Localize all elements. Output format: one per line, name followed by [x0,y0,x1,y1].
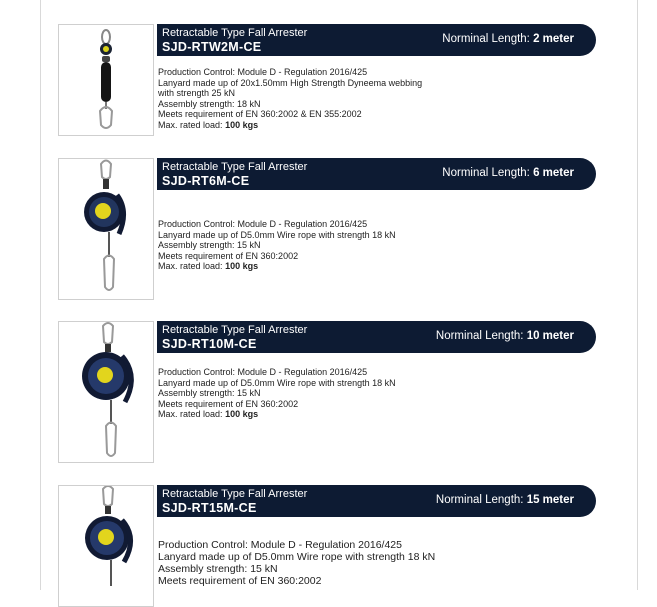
spec-line: Meets requirement of EN 360:2002 [158,250,299,261]
nominal-length-label: Norminal Length: [442,33,530,45]
product-code: SJD-RT15M-CE [162,501,257,515]
max-load-value: 100 kgs [225,119,259,130]
product-title-banner [157,485,596,517]
nominal-length [442,167,574,179]
product-image-wire-arrester-10m [58,321,154,463]
product-specs [158,219,396,272]
spec-line: Lanyard made up of D5.0mm Wire rope with strength 18 kN [158,377,396,388]
spec-line: Lanyard made up of D5.0mm Wire rope with strength 18 kN [158,229,396,240]
spec-line: Assembly strength: 15 kN [158,240,261,251]
max-load-line [158,409,396,420]
nominal-length-value: 10 meter [526,330,574,342]
nominal-length-label: Norminal Length: [442,167,530,179]
max-load-label: Max. rated load: [158,261,223,272]
spec-line: Meets requirement of EN 360:2002 [158,575,322,587]
max-load-line [158,261,396,272]
product-image-webbing-arrester [58,24,154,136]
product-title-banner [157,158,596,190]
max-load-line [158,120,422,131]
nominal-length-label: Norminal Length: [435,494,524,506]
product-code: SJD-RT10M-CE [162,337,257,351]
product-image-wire-arrester-6m [58,158,154,300]
nominal-length [436,330,574,342]
spec-line: with strength 25 kN [158,88,236,99]
product-title-banner [157,321,596,353]
nominal-length [442,33,574,45]
spec-line: Assembly strength: 15 kN [158,563,278,575]
spec-line: Production Control: Module D - Regulation 2016/425 [158,219,368,229]
product-type-label: Retractable Type Fall Arrester [162,27,308,39]
product-image-wire-arrester-15m [58,485,154,607]
nominal-length [436,494,574,506]
spec-line: Lanyard made up of 20x1.50mm High Strength Dyneema webbing [158,77,423,88]
left-margin-line [40,0,41,590]
spec-line: Assembly strength: 18 kN [158,98,261,109]
product-type-label: Retractable Type Fall Arrester [162,161,308,173]
max-load-label: Max. rated load: [158,119,223,130]
spec-line: Lanyard made up of D5.0mm Wire rope with strength 18 kN [158,551,436,563]
product-specs [158,539,435,587]
right-margin-line [637,0,638,590]
spec-line: Meets requirement of EN 360:2002 & EN 355:2002 [158,109,362,120]
spec-line: Meets requirement of EN 360:2002 [158,398,299,409]
nominal-length-value: 6 meter [533,167,574,179]
spec-line: Production Control: Module D - Regulation 2016/425 [158,67,368,77]
nominal-length-value: 15 meter [526,494,574,506]
max-load-label: Max. rated load: [158,409,223,420]
product-specs [158,367,396,420]
max-load-value: 100 kgs [225,261,259,272]
product-code: SJD-RTW2M-CE [162,40,262,54]
product-type-label: Retractable Type Fall Arrester [162,324,308,336]
max-load-value: 100 kgs [225,409,259,420]
nominal-length-value: 2 meter [533,33,574,45]
product-code: SJD-RT6M-CE [162,174,250,188]
spec-line: Production Control: Module D - Regulation 2016/425 [158,367,368,377]
product-specs [158,67,422,131]
product-title-banner [157,24,596,56]
nominal-length-label: Norminal Length: [435,330,524,342]
spec-line: Assembly strength: 15 kN [158,388,261,399]
spec-line: Production Control: Module D - Regulation 2016/425 [158,539,402,551]
product-type-label: Retractable Type Fall Arrester [162,488,308,500]
